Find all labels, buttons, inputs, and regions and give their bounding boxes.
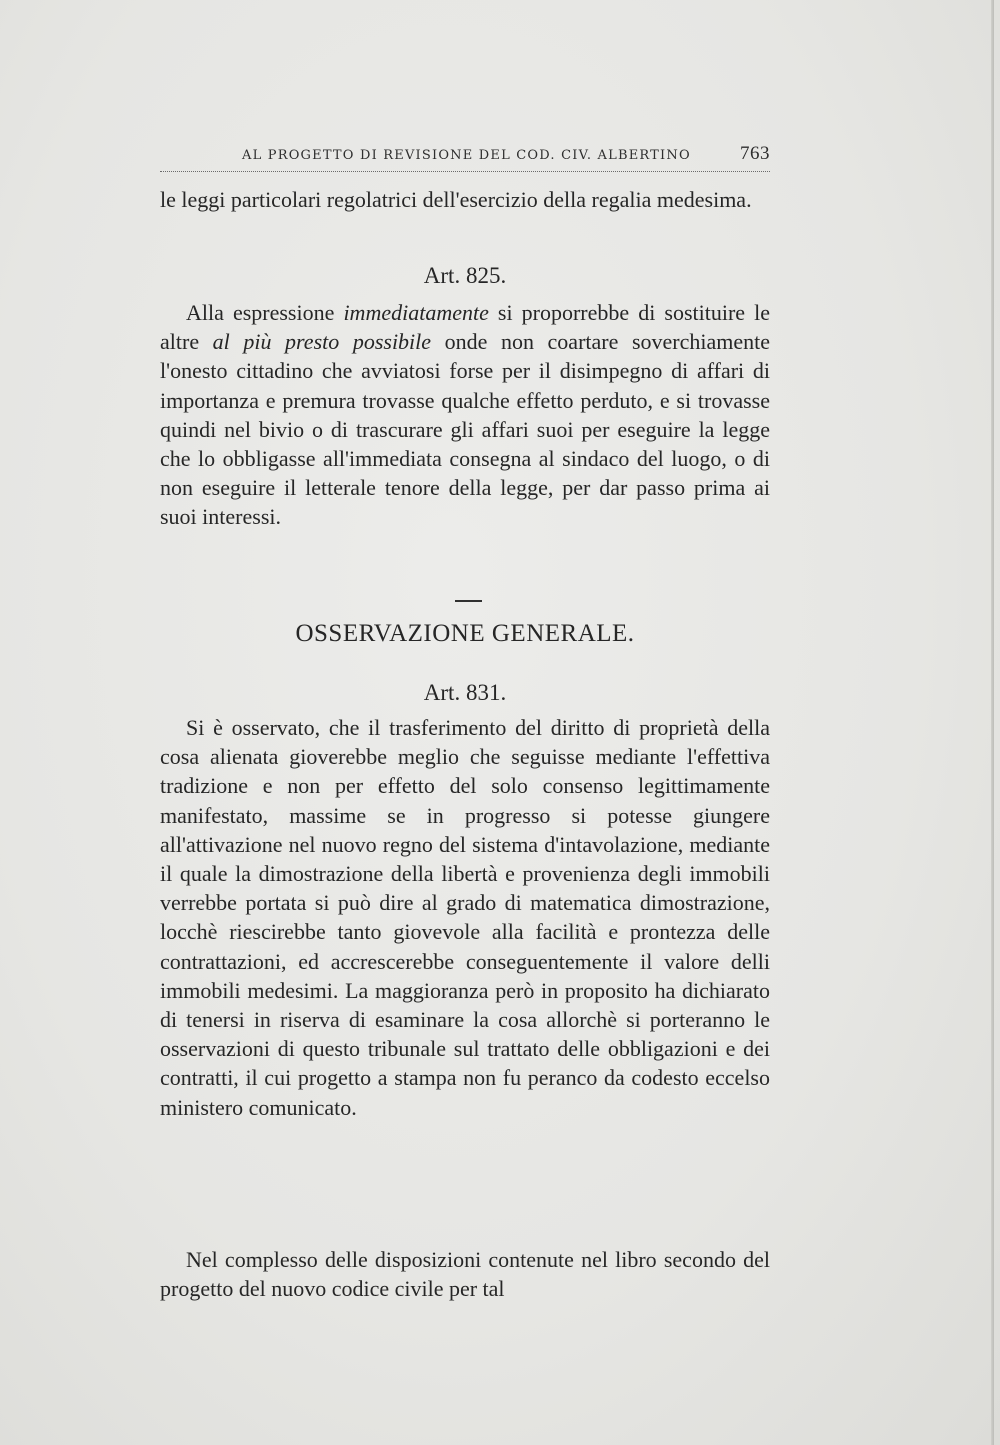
page-number: 763 <box>740 143 770 164</box>
article-831-paragraph <box>160 713 770 1122</box>
paragraph-text: Si è osservato, che il trasferimento del diritto di proprietà della cosa alienata gioverebbe meglio che seguisse mediante l'effettiva tradizione e non per effetto del solo consenso legittimamente manifestato, massime se in progresso si potesse giungere all'attivazione nel nuovo regno del sistema d'intavolazione, mediante il quale la dimostrazione della libertà e provenienza degli immobili verrebbe portata si può dire al grado di matematica dimostrazione, locchè riescirebbe tanto giovevole alla facilità e prontezza delle contrattazioni, ed accrescerebbe conseguentemente il valore delli immobili medesimi. La maggioranza però in proposito ha dichiarato di tenersi in riserva di esaminare la cosa allorchè si porteranno le osservazioni di questo tribunale sul trattato delle obbligazioni e dei contratti, il cui progetto a stampa non fu peranco da codesto eccelso ministero comunicato. <box>160 715 770 1120</box>
italic-term: al più presto possibile <box>212 329 432 355</box>
paragraph-text: le leggi particolari regolatrici dell'esercizio della regalia medesima. <box>160 187 752 212</box>
running-header <box>160 143 770 171</box>
text-run: si proporrebbe di sostituire le altre <box>160 300 771 355</box>
article-825-paragraph <box>160 298 770 532</box>
text-run: Alla espressione <box>186 300 344 325</box>
article-825-heading: Art. 825. <box>423 263 507 288</box>
article-831-heading: Art. 831. <box>423 680 507 705</box>
running-title: AL PROGETTO DI REVISIONE DEL COD. CIV. ALBERTINO <box>242 148 691 163</box>
text-run: onde non coartare soverchiamente l'onesto cittadino che avviatosi forse per il disimpegno di affari di importanza e premura trovasse qualche effetto perduto, e si trovasse quindi nel bivio o di trascurare gli affari suoi per eseguire la legge che lo obbligasse all'immediata consegna al sindaco del luogo, o di non eseguire il letterale tenore della legge, per dar passo prima ai suoi interessi. <box>160 329 770 530</box>
italic-term: immediatamente <box>343 300 489 325</box>
paragraph-text <box>160 298 770 532</box>
final-paragraph <box>160 1245 770 1303</box>
section-separator <box>455 600 482 602</box>
header-dotted-rule <box>160 171 770 172</box>
page-edge <box>991 0 994 1445</box>
paragraph-text: Nel complesso delle disposizioni contenute nel libro secondo del progetto del nuovo codice civile per tal <box>160 1247 770 1302</box>
section-title: OSSERVAZIONE GENERALE. <box>295 620 635 647</box>
continuation-paragraph <box>160 185 770 214</box>
